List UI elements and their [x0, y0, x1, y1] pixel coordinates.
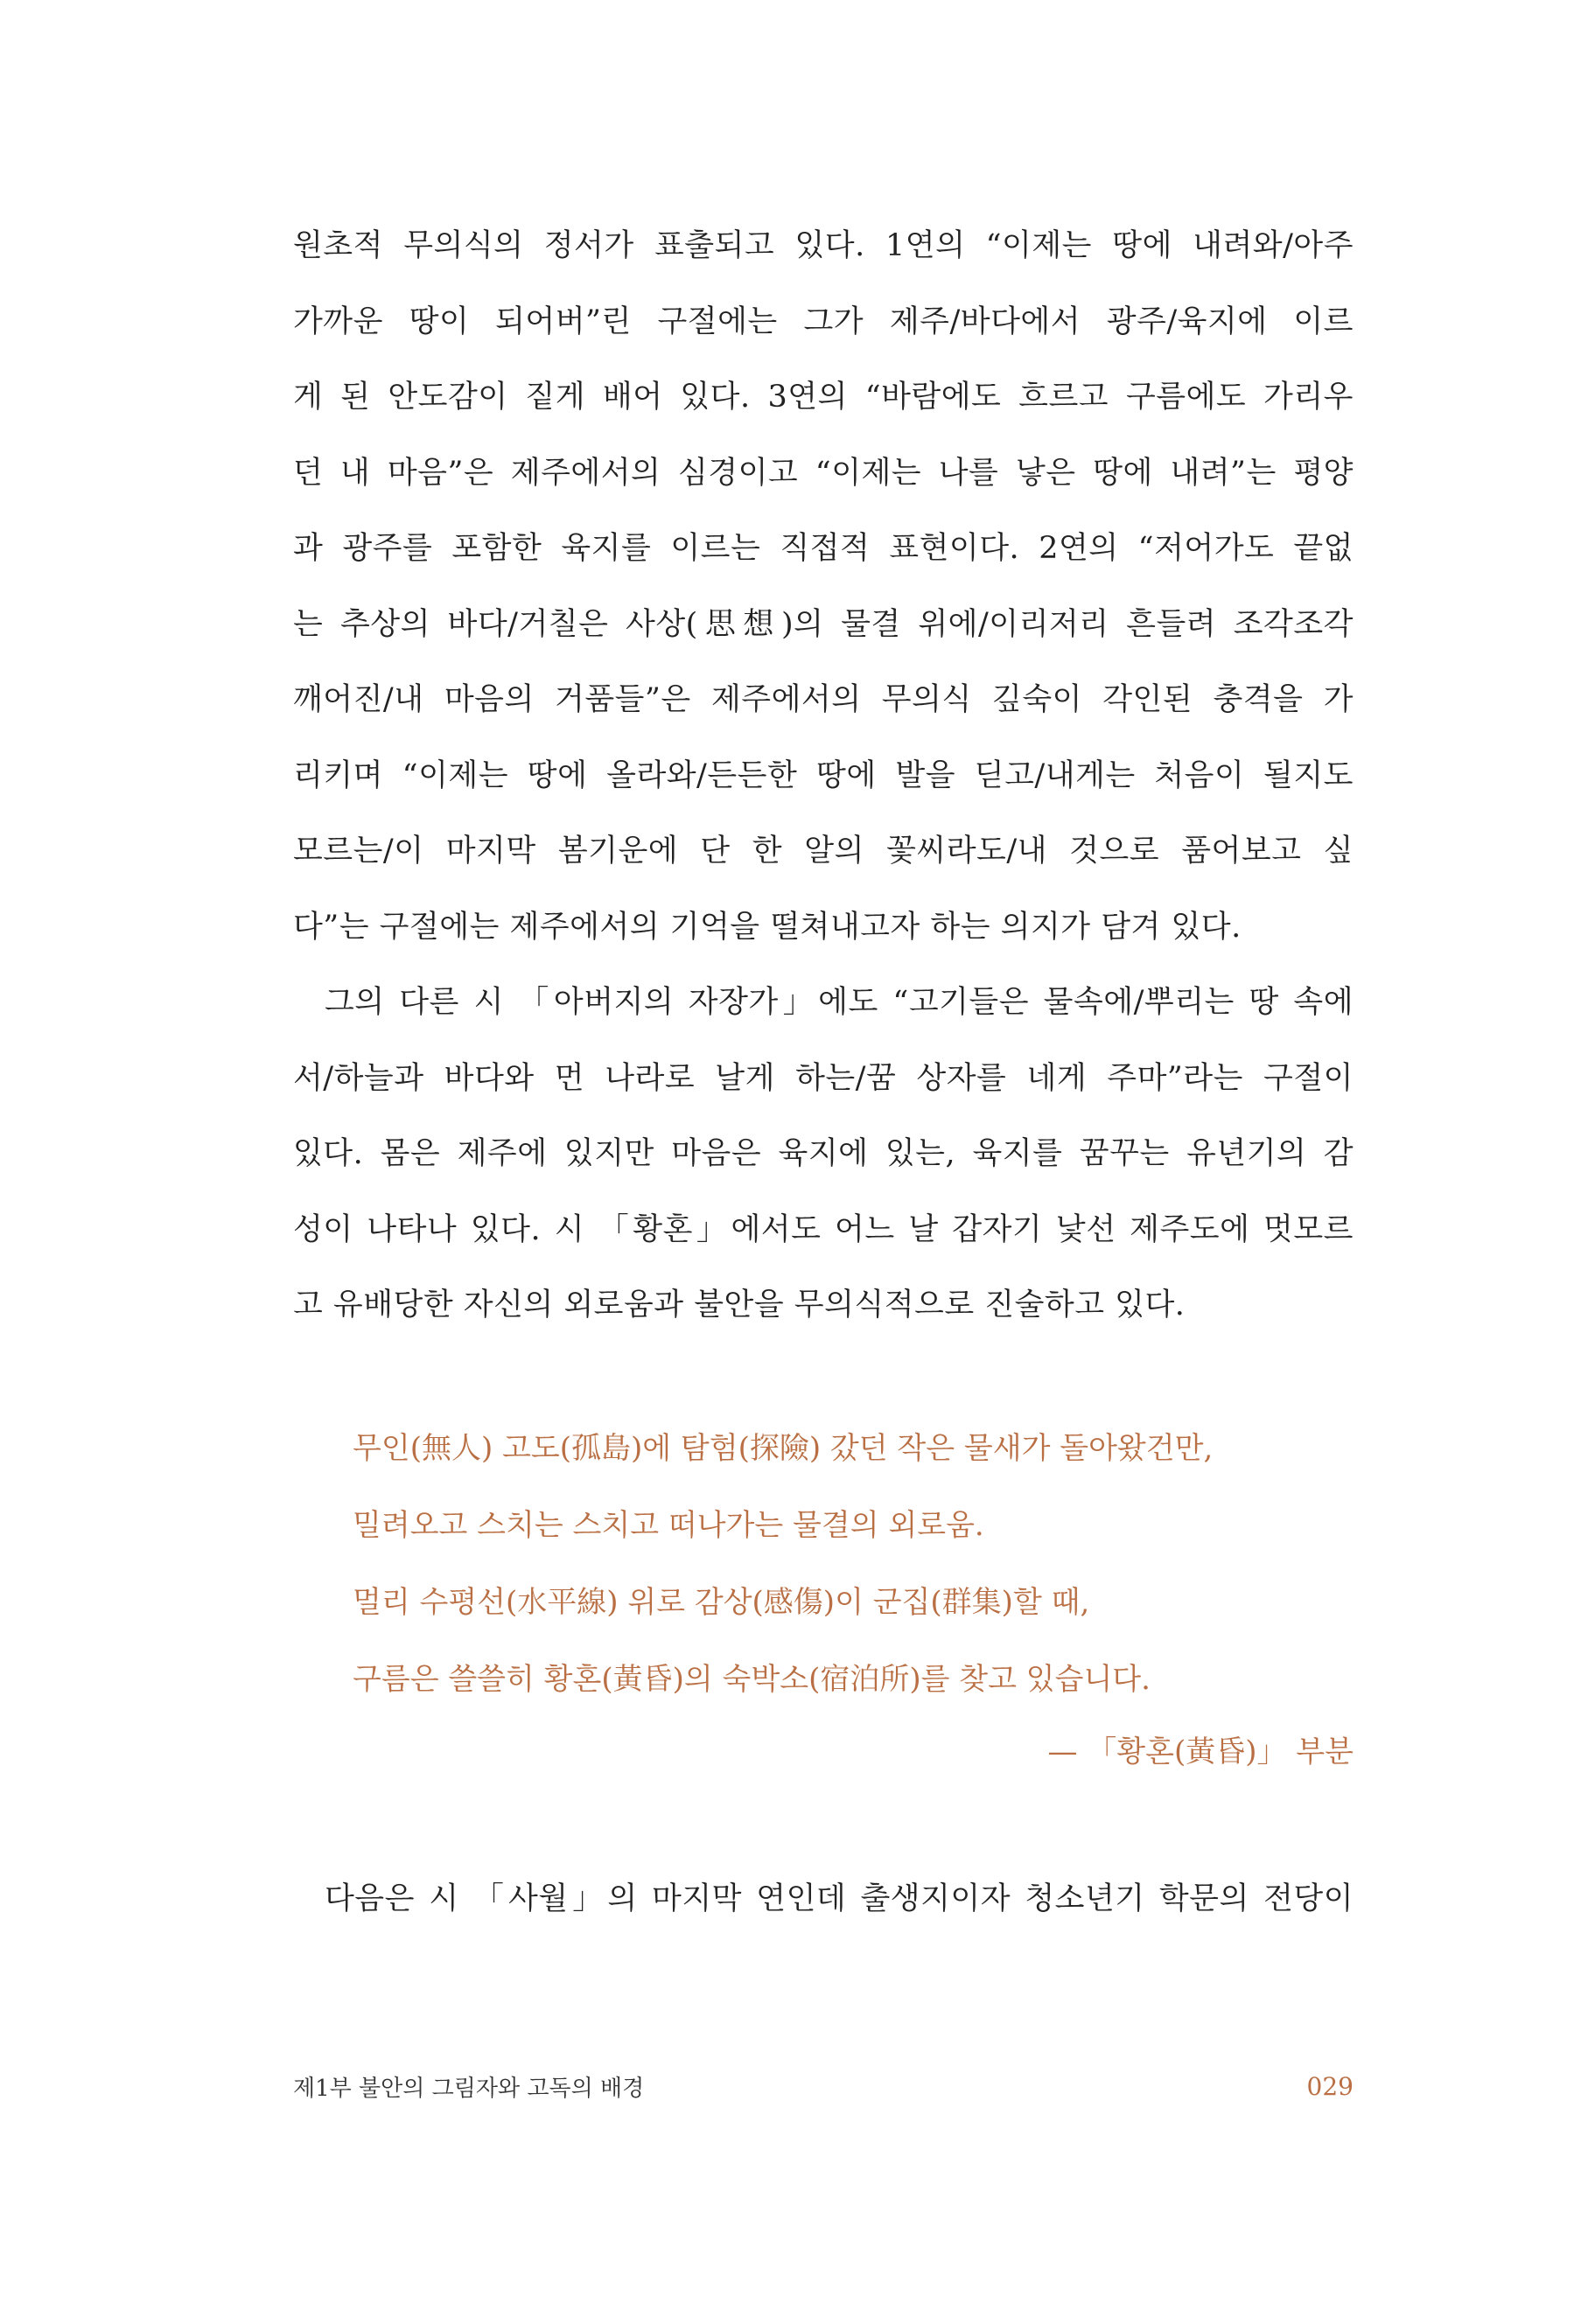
poem-line: 무인(無人) 고도(孤島)에 탐험(探險) 갔던 작은 물새가 돌아왔건만,: [353, 1431, 1214, 1466]
body-line: 과 광주를 포함한 육지를 이르는 직접적 표현이다. 2연의 “저어가도 끝없: [293, 531, 1354, 566]
body-line: 다”는 구절에는 제주에서의 기억을 떨쳐내고자 하는 의지가 담겨 있다.: [293, 909, 1242, 945]
body-line: 깨어진/내 마음의 거품들”은 제주에서의 무의식 깊숙이 각인된 충격을 가: [293, 682, 1354, 717]
body-line: 는 추상의 바다/거칠은 사상(思想)의 물결 위에/이리저리 흔들려 조각조각: [293, 606, 1354, 642]
body-line: 원초적 무의식의 정서가 표출되고 있다. 1연의 “이제는 땅에 내려와/아주: [293, 228, 1354, 263]
body-line: 서/하늘과 바다와 먼 나라로 날게 하는/꿈 상자를 네게 주마”라는 구절이: [293, 1060, 1354, 1096]
poem-line: 구름은 쓸쓸히 황혼(黃昏)의 숙박소(宿泊所)를 찾고 있습니다.: [353, 1662, 1151, 1697]
body-line: 성이 나타나 있다. 시 「황혼」에서도 어느 날 갑자기 낯선 제주도에 멋모르: [293, 1211, 1354, 1247]
body-line: 있다. 몸은 제주에 있지만 마음은 육지에 있는, 육지를 꿈꾸는 유년기의 감: [293, 1136, 1354, 1171]
poem-quotation: [353, 1410, 1354, 1783]
body-line: 그의 다른 시 「아버지의 자장가」에도 “고기들은 물속에/뿌리는 땅 속에: [325, 985, 1354, 1020]
next-paragraph: 다음은 시 「사월」의 마지막 연인데 출생지이자 청소년기 학문의 전당이: [325, 1881, 1354, 1916]
body-line: 고 유배당한 자신의 외로움과 불안을 무의식적으로 진술하고 있다.: [293, 1288, 1186, 1323]
body-line: 던 내 마음”은 제주에서의 심경이고 “이제는 나를 낳은 땅에 내려”는 평양: [293, 455, 1354, 491]
body-line: 모르는/이 마지막 봄기운에 단 한 알의 꽃씨라도/내 것으로 품어보고 싶: [293, 834, 1354, 869]
poem-line: 멀리 수평선(水平線) 위로 감상(感傷)이 군집(群集)할 때,: [353, 1585, 1090, 1620]
body-text: [293, 208, 1354, 1343]
body-line: 가까운 땅이 되어버”린 구절에는 그가 제주/바다에서 광주/육지에 이르: [293, 304, 1354, 339]
poem-source: — 「황혼(黃昏)」 부분: [1047, 1734, 1354, 1769]
page-number: 029: [1306, 2072, 1354, 2101]
body-line: 리키며 “이제는 땅에 올라와/든든한 땅에 발을 딛고/내게는 처음이 될지도: [293, 757, 1354, 793]
poem-line: 밀려오고 스치는 스치고 떠나가는 물결의 외로움.: [353, 1508, 984, 1543]
body-line: 게 된 안도감이 짙게 배어 있다. 3연의 “바람에도 흐르고 구름에도 가리우: [293, 380, 1354, 415]
running-title: 제1부 불안의 그림자와 고독의 배경: [293, 2076, 645, 2102]
